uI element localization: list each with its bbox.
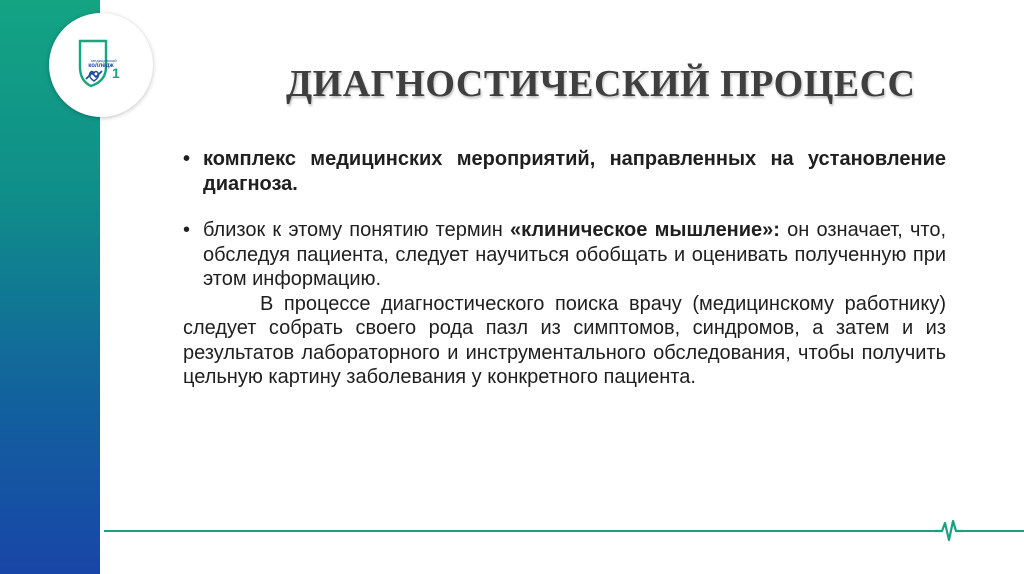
slide-body bbox=[183, 147, 946, 390]
footer-divider-line-end bbox=[962, 530, 1024, 532]
logo-text-line1: медицинский bbox=[91, 58, 117, 63]
logo-number: 1 bbox=[112, 65, 120, 81]
bullet-clinical-thinking bbox=[183, 218, 946, 292]
footer-divider-line bbox=[104, 530, 938, 532]
logo-text-line2: колледж bbox=[88, 63, 114, 69]
heartbeat-pulse-icon bbox=[934, 518, 964, 544]
slide-title: ДИАГНОСТИЧЕСКИЙ ПРОЦЕСС bbox=[286, 63, 916, 105]
diagnostic-search-paragraph: В процессе диагностического поиска врачу (медицинскому работнику) следует собрать своего рода пазл из симптомов, синдромов, а затем и из результатов лабораторного и инструментального обследования, чтобы получить цельную картину заболевания у конкретного пациента. bbox=[183, 292, 946, 388]
bullet-definition: • комплекс медицинских мероприятий, направленных на установление диагноза. bbox=[183, 147, 946, 196]
bullet-text-prefix: близок к этому понятию термин bbox=[203, 219, 510, 241]
bullet-text-rest: он означает, что, обследуя пациента, следует научиться обобщать и оценивать полученную при этом информацию. bbox=[203, 219, 947, 290]
clinical-thinking-term: «клиническое мышление»: bbox=[509, 219, 780, 241]
